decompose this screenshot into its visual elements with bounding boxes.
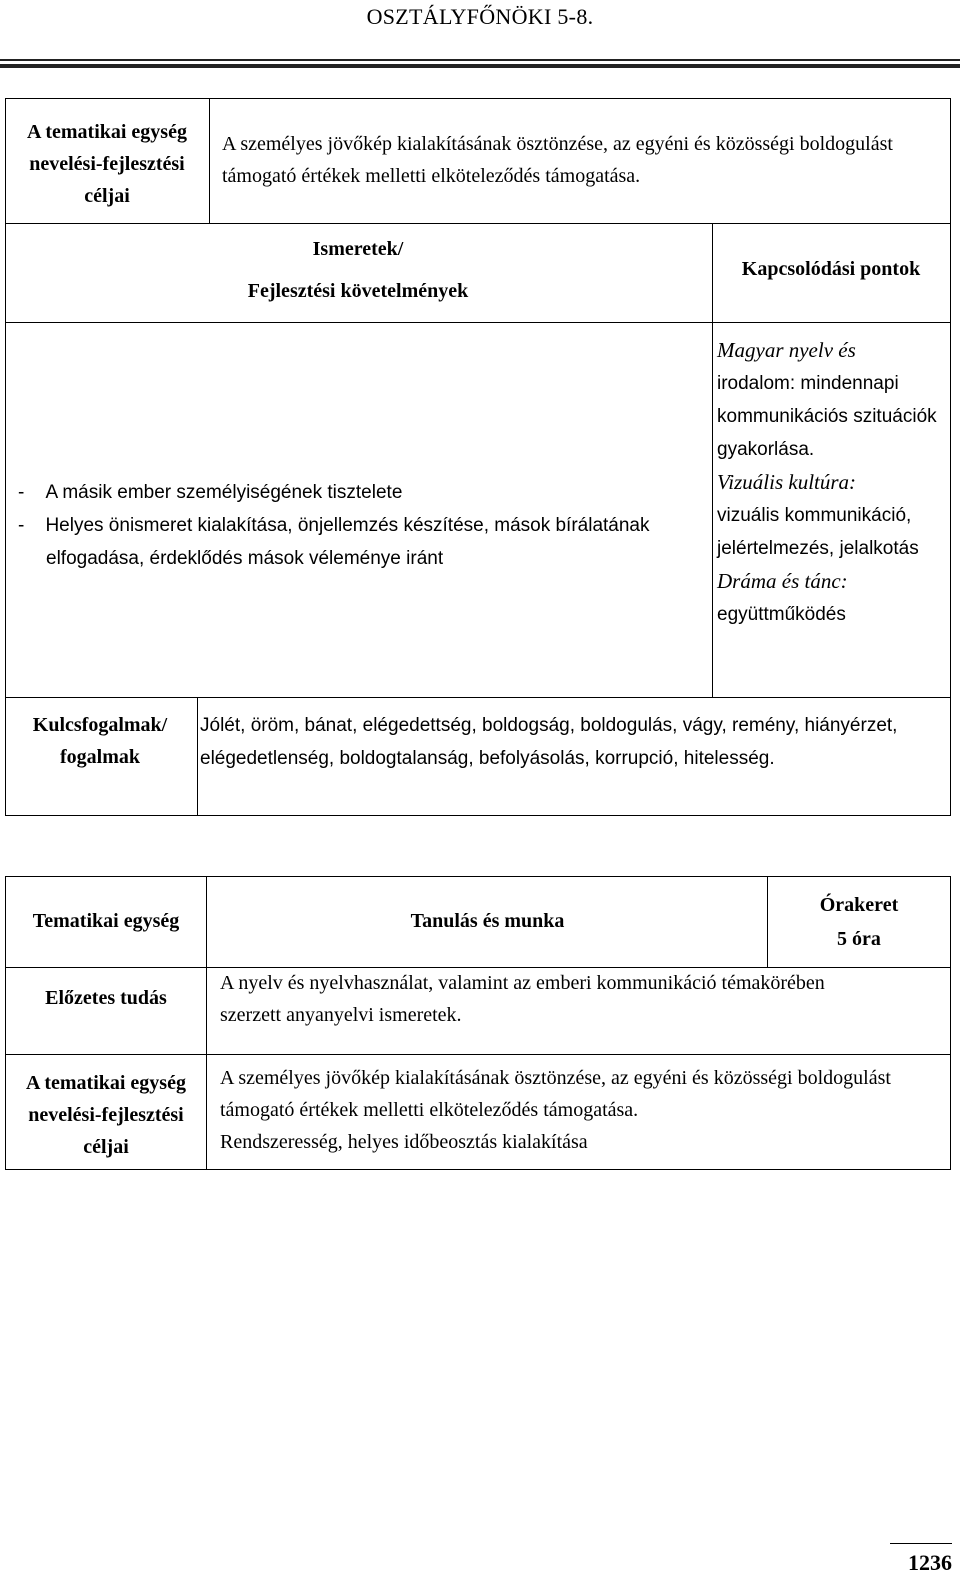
keywords-text: Jólét, öröm, bánat, elégedettség, boldogság, boldogulás, vágy, remény, hiányérzet, elégedetlenség, boldogtalanság, befolyásolás, korrupció, hitelesség.	[200, 715, 898, 769]
table-rule	[5, 1054, 951, 1055]
table-rule	[5, 223, 951, 224]
table-rule	[209, 98, 210, 223]
page-header: OSZTÁLYFŐNÖKI 5-8.	[366, 4, 594, 29]
knowledge-item: - A másik ember személyiségének tisztelete	[18, 482, 403, 503]
table-rule	[712, 223, 713, 697]
goals-text-2-part2: Rendszeresség, helyes időbeosztás kialakítása	[220, 1131, 588, 1153]
page-number: 1236	[908, 1550, 952, 1575]
header-rule-thin	[0, 59, 960, 61]
keywords-label: Kulcsfogalmak/ fogalmak	[32, 714, 168, 768]
goals-text: A személyes jövőkép kialakításának ösztönzése, az egyéni és közösségi boldogulást támogató értékek melletti elköteleződés támogatása.	[222, 133, 893, 187]
hours-value: 5 óra	[837, 928, 881, 950]
table-rule	[206, 876, 207, 1170]
link-text: vizuális kommunikáció, jelértelmezés, jelalkotás	[717, 505, 919, 559]
knowledge-column-header	[8, 228, 708, 312]
prior-knowledge-text: A nyelv és nyelvhasználat, valamint az emberi kommunikáció témakörében szerzett anyanyelvi ismeretek.	[220, 972, 825, 1026]
link-text: irodalom: mindennapi kommunikációs szituációk gyakorlása.	[717, 373, 937, 460]
table-rule	[767, 876, 768, 967]
page-number-rule	[890, 1543, 952, 1544]
unit-title: Tanulás és munka	[410, 910, 565, 932]
unit-label: Tematikai egység	[32, 910, 180, 932]
knowledge-list	[18, 476, 708, 575]
goals-text-2-part1: A személyes jövőkép kialakításának ösztönzése, az egyéni és közösségi boldogulást támogató értékek melletti elköteleződés támogatása.	[220, 1067, 891, 1121]
goals-label-2: A tematikai egység nevelési-fejlesztési céljai	[26, 1072, 186, 1158]
table-rule	[197, 697, 198, 816]
link-text: együttműködés	[717, 604, 846, 625]
hours-label: Órakeret	[819, 894, 899, 916]
knowledge-header-line2: Fejlesztési követelmények	[247, 280, 469, 302]
header-rule-thick	[0, 64, 960, 68]
hours-block	[770, 888, 948, 956]
prior-knowledge-label: Előzetes tudás	[45, 987, 167, 1009]
knowledge-item: - Helyes önismeret kialakítása, önjellemzés készítése, mások bírálatának elfogadása, érdeklődés mások véleménye iránt	[18, 515, 650, 569]
link-subject: Vizuális kultúra:	[717, 470, 857, 494]
goals-label: A tematikai egység nevelési-fejlesztési céljai	[27, 121, 187, 207]
links-column-header: Kapcsolódási pontok	[741, 258, 921, 280]
link-subject: Dráma és tánc:	[717, 569, 848, 593]
goals-text-2	[220, 1062, 948, 1158]
table-rule	[5, 697, 951, 698]
table-rule	[5, 322, 951, 323]
links-list	[717, 334, 947, 631]
knowledge-header-line1: Ismeretek/	[312, 238, 404, 260]
link-subject: Magyar nyelv és	[717, 338, 856, 362]
